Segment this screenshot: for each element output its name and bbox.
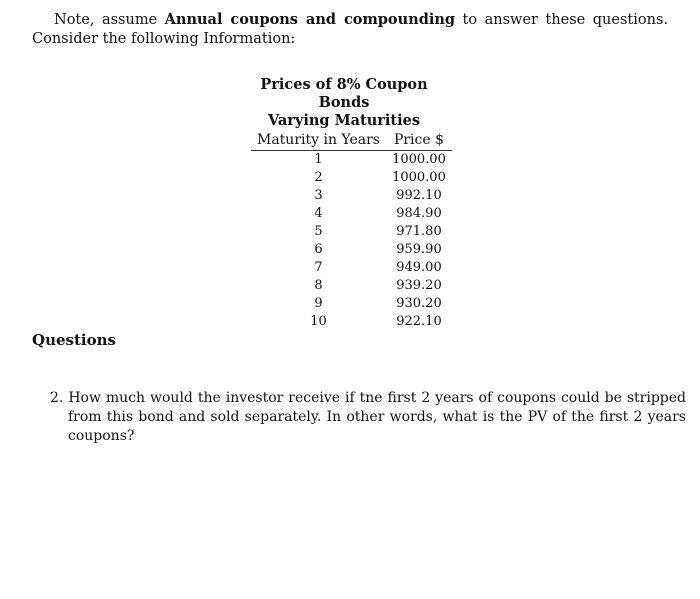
maturity-cell: 7 [314, 260, 323, 275]
maturity-cell: 10 [310, 314, 327, 329]
bond-price-table-block [236, 76, 452, 331]
table-row [251, 259, 452, 277]
maturity-cell: 6 [314, 242, 323, 257]
price-cell: 930.20 [396, 296, 442, 311]
table-row [251, 277, 452, 295]
maturity-cell: 1 [314, 152, 323, 167]
price-cell: 984.90 [396, 206, 442, 221]
table-row [251, 295, 452, 313]
price-cell: 971.80 [396, 224, 442, 239]
intro-paragraph [32, 10, 668, 49]
table-row [251, 223, 452, 241]
question-number: 2. [50, 390, 69, 406]
table-row [251, 205, 452, 223]
table-row [251, 313, 452, 331]
questions-heading: Questions [32, 331, 116, 349]
header-price: Price $ [386, 132, 452, 151]
intro-text-start: Note, assume [54, 12, 165, 28]
table-row [251, 151, 452, 170]
table-title-line2: Varying Maturities [267, 112, 421, 129]
maturity-cell: 2 [314, 170, 323, 185]
table-row [251, 169, 452, 187]
price-cell: 992.10 [396, 188, 442, 203]
header-maturity: Maturity in Years [251, 132, 386, 151]
question-item [50, 389, 686, 446]
price-cell: 1000.00 [392, 170, 446, 185]
question-text: How much would the investor receive if tne first 2 years of coupons could be stripped from this bond and sold separately. In other words, what is the PV of the first 2 years coupons? [68, 390, 686, 444]
table-row [251, 241, 452, 259]
maturity-cell: 4 [314, 206, 323, 221]
maturity-cell: 8 [314, 278, 323, 293]
maturity-cell: 9 [314, 296, 323, 311]
table-header-row [251, 132, 452, 151]
table-row [251, 187, 452, 205]
price-cell: 949.00 [396, 260, 442, 275]
table-title-line1: Prices of 8% Coupon Bonds [260, 76, 428, 111]
maturity-cell: 3 [314, 188, 323, 203]
price-cell: 1000.00 [392, 152, 446, 167]
intro-text-end: to answer these questions. Consider the following Information: [32, 12, 668, 47]
price-cell: 959.90 [396, 242, 442, 257]
intro-bold-text: Annual coupons and compounding [164, 11, 456, 28]
price-cell: 922.10 [396, 314, 442, 329]
price-cell: 939.20 [396, 278, 442, 293]
maturity-cell: 5 [314, 224, 323, 239]
bond-price-table [251, 132, 452, 331]
